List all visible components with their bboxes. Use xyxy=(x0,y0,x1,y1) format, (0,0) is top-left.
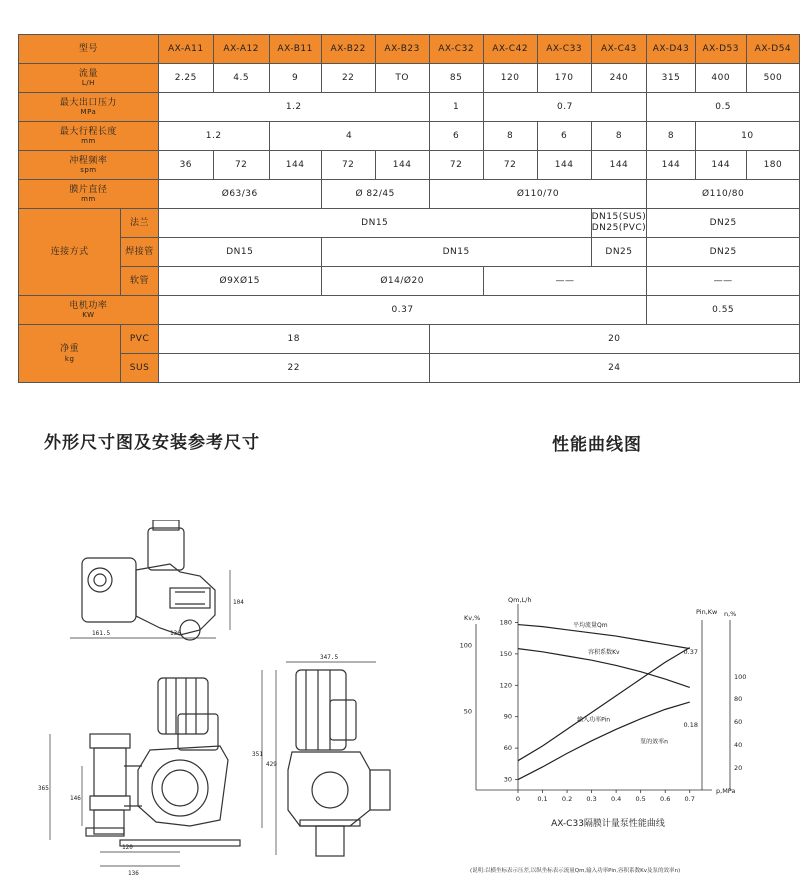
stroke-label: 最大行程长度 mm xyxy=(19,122,159,151)
hose-cell: Ø9XØ15 xyxy=(158,267,321,296)
flange-label: 法兰 xyxy=(121,209,159,238)
x-tick-label: 0.5 xyxy=(635,795,646,803)
x-tick-label: 0.4 xyxy=(610,795,622,803)
model-cell: AX-B11 xyxy=(269,35,321,64)
y-axis-label-n: n,% xyxy=(724,610,737,618)
frequency-cell: 72 xyxy=(483,151,537,180)
dimensions-title: 外形尺寸图及安装参考尺寸 xyxy=(44,433,260,453)
stroke-cell: 8 xyxy=(647,122,695,151)
y-tick-label: 100 xyxy=(459,641,472,650)
model-cell: AX-D43 xyxy=(647,35,695,64)
y-axis-label-qm: Qm,L/h xyxy=(508,596,532,604)
y-tick-label: 30 xyxy=(503,775,512,784)
stroke-cell: 8 xyxy=(591,122,647,151)
chart-footnote: (说明:以横坐标表示压差,以纵坐标表示流量Qm,输入功率Pin,容积系数Kv及泵的效率n) xyxy=(470,868,681,874)
stroke-row xyxy=(19,122,800,151)
dim-label: 365 xyxy=(38,785,49,792)
pressure-row xyxy=(19,93,800,122)
dim-label: 429 xyxy=(266,761,277,768)
hose-cell: —— xyxy=(483,267,647,296)
pressure-cell: 1.2 xyxy=(158,93,429,122)
flow-cell: 400 xyxy=(695,64,746,93)
frequency-cell: 36 xyxy=(158,151,213,180)
y-tick-label: 180 xyxy=(499,618,512,627)
model-cell: AX-D54 xyxy=(746,35,799,64)
x-tick-label: 0.2 xyxy=(561,795,573,803)
frequency-cell: 144 xyxy=(591,151,647,180)
flange-cell: DN15(SUS) DN25(PVC) xyxy=(591,209,647,238)
weld-cell: DN25 xyxy=(591,238,647,267)
model-cell: AX-A12 xyxy=(213,35,269,64)
spec-table xyxy=(18,34,800,383)
performance-chart xyxy=(440,592,760,880)
motor-cell: 0.37 xyxy=(158,296,646,325)
pump-side-view xyxy=(288,670,390,856)
pump-front-view xyxy=(86,678,240,846)
weight-sus-row xyxy=(19,354,800,383)
weld-row xyxy=(19,238,800,267)
diaphragm-row xyxy=(19,180,800,209)
flow-cell: 315 xyxy=(647,64,695,93)
connection-label: 连接方式 xyxy=(19,209,121,296)
y-tick-label: 60 xyxy=(503,744,512,753)
pressure-cell: 1 xyxy=(429,93,483,122)
dim-label: 351 xyxy=(252,751,263,758)
chart-title: AX-C33隔膜计量泵性能曲线 xyxy=(551,819,665,829)
series-label: 平均流量Qm xyxy=(573,621,608,629)
frequency-cell: 144 xyxy=(695,151,746,180)
weld-cell: DN15 xyxy=(321,238,591,267)
pump-dimension-drawing xyxy=(30,520,430,880)
series-label: 泵的效率n xyxy=(640,738,668,746)
flow-cell: TO xyxy=(375,64,429,93)
flange-cell: DN15 xyxy=(158,209,591,238)
y-tick-label: 60 xyxy=(734,717,743,726)
model-cell: AX-D53 xyxy=(695,35,746,64)
series-label: 输入功率Pin xyxy=(577,716,611,724)
stroke-cell: 1.2 xyxy=(158,122,269,151)
weight-label: 净重 kg xyxy=(19,325,121,383)
diaphragm-cell: Ø110/70 xyxy=(429,180,647,209)
pvc-label: PVC xyxy=(121,325,159,354)
model-cell: AX-B22 xyxy=(321,35,375,64)
model-cell: AX-C33 xyxy=(537,35,591,64)
dim-label: 136 xyxy=(170,630,181,637)
weight-pvc-row xyxy=(19,325,800,354)
flow-cell: 4.5 xyxy=(213,64,269,93)
weight-cell: 18 xyxy=(158,325,429,354)
hose-cell: —— xyxy=(647,267,800,296)
stroke-cell: 8 xyxy=(483,122,537,151)
y-tick-label: 80 xyxy=(734,694,743,703)
y-tick-label: 40 xyxy=(734,740,743,749)
x-tick-label: 0.3 xyxy=(586,795,597,803)
motor-label: 电机功率 KW xyxy=(19,296,159,325)
frequency-cell: 144 xyxy=(375,151,429,180)
dim-label: 347.5 xyxy=(320,654,339,661)
dim-label: 161.5 xyxy=(92,630,111,637)
diaphragm-label: 膜片直径 mm xyxy=(19,180,159,209)
frequency-row xyxy=(19,151,800,180)
model-cell: AX-C43 xyxy=(591,35,647,64)
flow-row xyxy=(19,64,800,93)
motor-cell: 0.55 xyxy=(647,296,800,325)
weld-cell: DN25 xyxy=(647,238,800,267)
y-tick-label: 20 xyxy=(734,764,743,773)
y-axis-label-kv: Kv,% xyxy=(464,614,481,622)
y-tick-label: 150 xyxy=(499,649,512,658)
flow-cell: 85 xyxy=(429,64,483,93)
frequency-cell: 72 xyxy=(429,151,483,180)
flow-label: 流量 L/H xyxy=(19,64,159,93)
stroke-cell: 4 xyxy=(269,122,429,151)
hose-row xyxy=(19,267,800,296)
sus-label: SUS xyxy=(121,354,159,383)
y-tick-label: 50 xyxy=(463,707,472,716)
diaphragm-cell: Ø63/36 xyxy=(158,180,321,209)
series-label: 容积系数Kv xyxy=(588,649,620,657)
flange-row xyxy=(19,209,800,238)
flow-cell: 500 xyxy=(746,64,799,93)
model-row xyxy=(19,35,800,64)
diaphragm-cell: Ø 82/45 xyxy=(321,180,429,209)
model-cell: AX-B23 xyxy=(375,35,429,64)
pressure-label: 最大出口压力 MPa xyxy=(19,93,159,122)
stroke-cell: 6 xyxy=(537,122,591,151)
dim-label: 146 xyxy=(70,795,81,802)
weight-cell: 24 xyxy=(429,354,799,383)
flow-cell: 120 xyxy=(483,64,537,93)
frequency-label: 冲程频率 spm xyxy=(19,151,159,180)
flow-cell: 2.25 xyxy=(158,64,213,93)
frequency-cell: 180 xyxy=(746,151,799,180)
model-label: 型号 xyxy=(19,35,159,64)
stroke-cell: 6 xyxy=(429,122,483,151)
flange-cell: DN25 xyxy=(647,209,800,238)
dim-label: 120 xyxy=(122,844,133,851)
frequency-cell: 72 xyxy=(321,151,375,180)
pressure-cell: 0.5 xyxy=(647,93,800,122)
y-tick-label: 120 xyxy=(499,681,512,690)
diaphragm-cell: Ø110/80 xyxy=(647,180,800,209)
x-tick-label: 0.6 xyxy=(660,795,671,803)
model-cell: AX-C42 xyxy=(483,35,537,64)
weld-label: 焊接管 xyxy=(121,238,159,267)
frequency-cell: 144 xyxy=(269,151,321,180)
x-tick-label: 0.7 xyxy=(684,795,695,803)
x-tick-label: 0.1 xyxy=(537,795,548,803)
flow-cell: 22 xyxy=(321,64,375,93)
flow-cell: 240 xyxy=(591,64,647,93)
model-cell: AX-A11 xyxy=(158,35,213,64)
dim-label: 104 xyxy=(233,599,244,606)
weight-cell: 20 xyxy=(429,325,799,354)
curve-title: 性能曲线图 xyxy=(552,435,642,455)
y-axis-label-pin: Pin,Kw xyxy=(696,608,718,616)
weight-cell: 22 xyxy=(158,354,429,383)
weld-cell: DN15 xyxy=(158,238,321,267)
pressure-cell: 0.7 xyxy=(483,93,647,122)
flow-cell: 170 xyxy=(537,64,591,93)
x-tick-label: 0 xyxy=(515,795,521,803)
y-tick-label: 0.18 xyxy=(683,721,698,730)
frequency-cell: 144 xyxy=(647,151,695,180)
y-tick-label: 90 xyxy=(503,712,512,721)
model-cell: AX-C32 xyxy=(429,35,483,64)
hose-cell: Ø14/Ø20 xyxy=(321,267,483,296)
x-axis-label: p,MPa xyxy=(716,787,736,795)
y-tick-label: 100 xyxy=(734,672,747,681)
flow-cell: 9 xyxy=(269,64,321,93)
pump-top-view xyxy=(82,520,215,640)
hose-label: 软管 xyxy=(121,267,159,296)
y-tick-label: 0.37 xyxy=(683,647,698,656)
frequency-cell: 72 xyxy=(213,151,269,180)
dim-label: 136 xyxy=(128,870,139,877)
motor-row xyxy=(19,296,800,325)
stroke-cell: 10 xyxy=(695,122,799,151)
frequency-cell: 144 xyxy=(537,151,591,180)
